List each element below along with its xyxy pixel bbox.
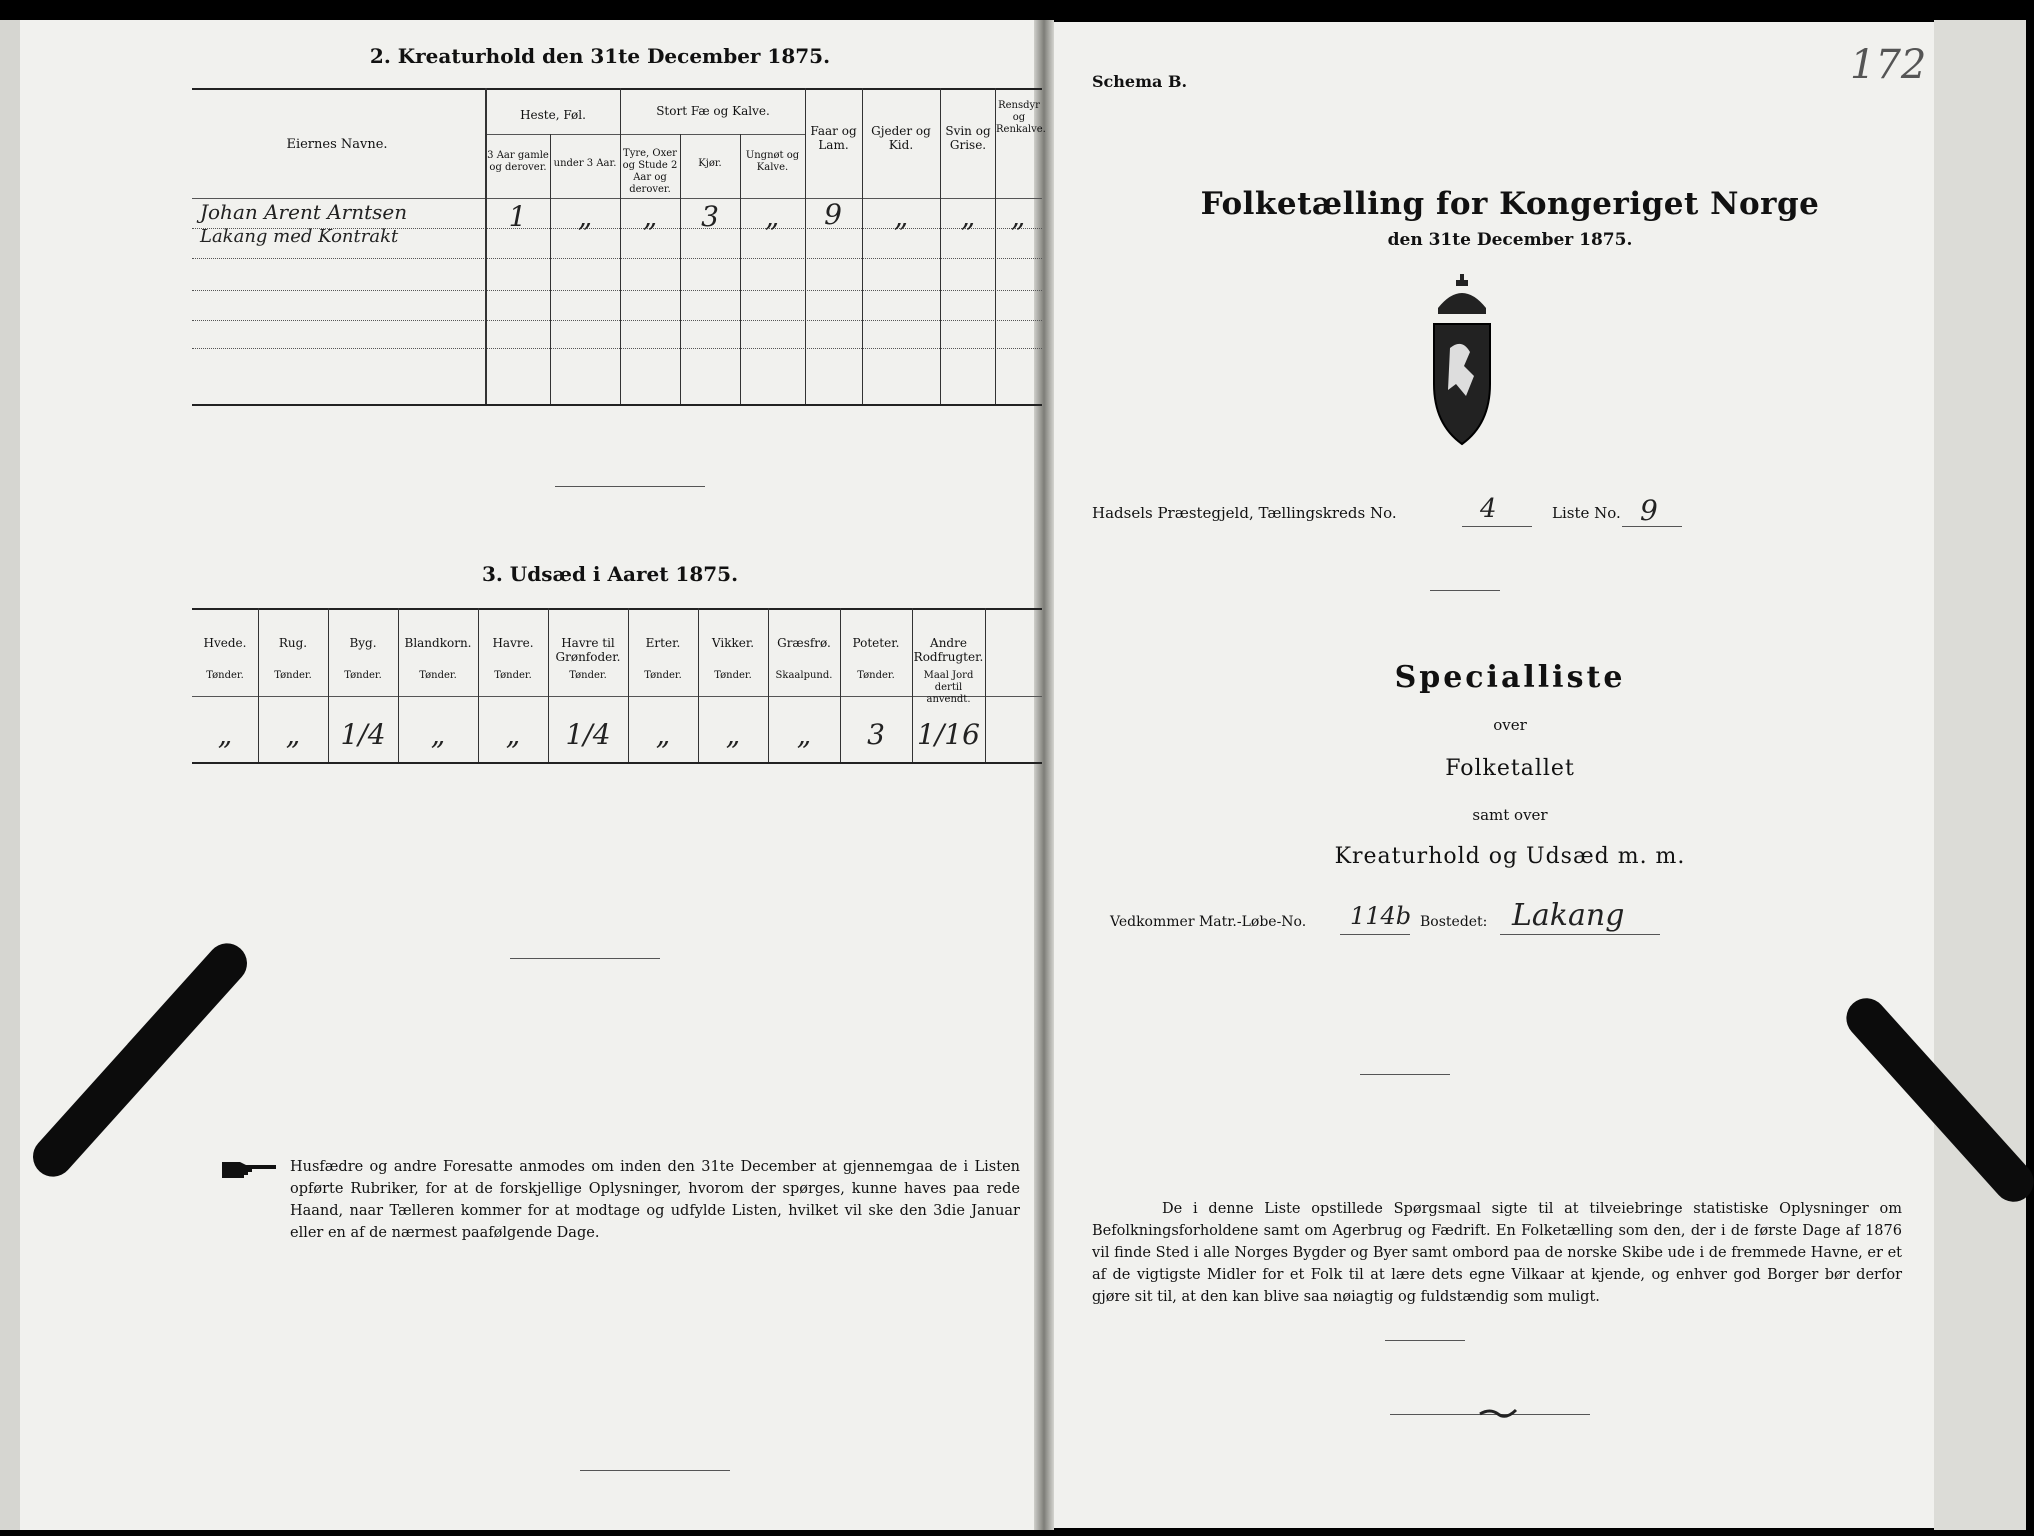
table3-value: 1/16 [917, 718, 980, 751]
value-cows: 3 [701, 200, 719, 233]
samt-over: samt over [1472, 806, 1548, 824]
ornament-icon [1478, 1404, 1518, 1420]
value-sheep: 9 [824, 198, 842, 231]
value-oxen: „ [642, 200, 658, 233]
notice-text: Husfædre og andre Foresatte anmodes om inden den 31te December at gjennemgaa de i Listen opførte Rubriker, for at de forskjellige Oplysninger, hvorom der spørges, kunne haves paa rede Haand, naar Tælleren kommer for at modtage og udfylde Listen, hvilket vil ske den 3die Januar eller en af de nærmest paafølgende Dage. [290, 1159, 1020, 1241]
table3-col-rule [985, 608, 986, 762]
bosted-label: Bostedet: [1420, 914, 1488, 930]
header-horses-under3: under 3 Aar. [553, 158, 617, 169]
matr-label: Vedkommer Matr.-Løbe-No. [1110, 914, 1307, 930]
table2-top-rule [192, 88, 1042, 90]
table3-header-unit: Maal Jord dertil anvendt. [923, 670, 974, 705]
table2-row-rule [192, 348, 1042, 349]
fill-line [1622, 526, 1682, 527]
info-paragraph: De i denne Liste opstillede Spørgsmaal sigte til at tilveiebringe statistiske Oplysninger om Befolkningsforholdene samt om Agerbrug og Fædrift. En Folketælling som den, der i de første Dage af 1876 vil finde Sted i alle Norges Bygder og Byer samt ombord paa de norske Skibe ude i de fremmede Havne, er et af de vigtigste Midler for et Folk til at lære dets egne Vilkaar at kjende, og enhver god Borger bør derfor gjøre sit til, at den kan blive saa nøiagtig og fuldstændig som muligt. [1092, 1201, 1902, 1305]
section2-title: 2. Kreaturhold den 31te December 1875. [369, 44, 831, 68]
book-gutter [1034, 20, 1054, 1530]
header-sheep: Faar og Lam. [810, 124, 857, 152]
divider [1360, 1074, 1450, 1075]
main-title: Folketælling for Kongeriget Norge [1200, 186, 1820, 222]
table3-value: „ [725, 718, 741, 751]
schema-label: Schema B. [1092, 72, 1188, 91]
table3-top-rule [192, 608, 1042, 610]
table3-value: 1/4 [565, 718, 611, 751]
table3-header-name: Rug. [278, 636, 308, 650]
table3-header-name: Hvede. [203, 636, 247, 650]
over-1: over [1493, 716, 1527, 734]
table2-col-rule [680, 134, 681, 404]
table3-header-unit: Tønder. [344, 670, 382, 681]
table3-header-name: Blandkorn. [404, 636, 472, 650]
right-book-edge [1934, 20, 2026, 1530]
table3-header-unit: Tønder. [857, 670, 895, 681]
table2-col-rule [485, 88, 487, 404]
divider [555, 486, 705, 487]
folketallet: Folketallet [1445, 756, 1575, 781]
table3-header-unit: Tønder. [569, 670, 607, 681]
divider [1430, 590, 1500, 591]
fill-line [1462, 526, 1532, 527]
header-oxen: Tyre, Oxer og Stude 2 Aar og derover. [622, 148, 678, 195]
parish-label: Hadsels Præstegjeld, Tællingskreds No. [1092, 504, 1397, 522]
table2-row-rule [192, 290, 1042, 291]
table3-bottom-rule [192, 762, 1042, 764]
table3-header-name: Erter. [645, 636, 681, 650]
table3-value: „ [217, 718, 233, 751]
table2-subheader-rule [620, 134, 805, 135]
divider [510, 958, 660, 959]
pointing-hand-icon [220, 1158, 280, 1180]
table2-col-rule [620, 88, 621, 404]
table3-value: „ [655, 718, 671, 751]
header-horses: Heste, Føl. [520, 108, 586, 122]
table3-value: „ [430, 718, 446, 751]
owner-name-line1: Johan Arent Arntsen [200, 200, 408, 224]
table3-header-unit: Skaalpund. [775, 670, 833, 681]
table3-header-unit: Tønder. [206, 670, 244, 681]
value-horses-3plus: 1 [508, 200, 527, 233]
table3-header-name: Havre. [492, 636, 534, 650]
value-goats: „ [893, 200, 909, 233]
list-label: Liste No. [1552, 504, 1621, 522]
table3-value: „ [796, 718, 812, 751]
table3-header-name: Byg. [349, 636, 377, 650]
bosted-value: Lakang [1512, 898, 1625, 933]
table3-header-unit: Tønder. [419, 670, 457, 681]
table3-header-name: Græsfrø. [777, 636, 831, 650]
table3-header-name: Poteter. [852, 636, 900, 650]
divider [580, 1470, 730, 1471]
district-number: 4 [1480, 494, 1497, 524]
table3-header-name: Andre Rodfrugter. [913, 636, 984, 664]
fill-line [1500, 934, 1660, 935]
value-young: „ [764, 200, 780, 233]
table3-value: „ [505, 718, 521, 751]
header-owner: Eiernes Navne. [286, 137, 388, 152]
table3-value: 3 [867, 718, 885, 751]
fill-line [1340, 934, 1410, 935]
header-reindeer: Rensdyr og Renkalve. [996, 100, 1046, 135]
table3-value: 1/4 [340, 718, 386, 751]
header-horses-3plus: 3 Aar gamle og derover. [487, 150, 549, 173]
table2-header-rule [192, 198, 1042, 199]
table3-header-name: Havre til Grønfoder. [555, 636, 621, 664]
header-goats: Gjeder og Kid. [871, 124, 931, 152]
table2-row-rule [192, 258, 1042, 259]
main-date: den 31te December 1875. [1387, 230, 1633, 250]
matr-value: 114b [1350, 902, 1412, 930]
table3-header-name: Vikker. [711, 636, 755, 650]
value-pigs: „ [960, 200, 976, 233]
table2-row-rule [192, 320, 1042, 321]
owner-name-line2: Lakang med Kontrakt [200, 226, 399, 247]
coat-of-arms-icon [1430, 268, 1494, 454]
table3-header-unit: Tønder. [274, 670, 312, 681]
page-number: 172 [1850, 42, 1927, 88]
special-title: Specialliste [1394, 660, 1626, 695]
table2-bottom-rule [192, 404, 1042, 406]
left-page [20, 20, 1044, 1530]
table2-col-rule [740, 134, 741, 404]
table3-header-unit: Tønder. [714, 670, 752, 681]
list-number: 9 [1640, 494, 1658, 527]
table2-col-rule [550, 134, 551, 404]
value-horses-under3: „ [577, 200, 593, 233]
kreaturhold-title: Kreaturhold og Udsæd m. m. [1334, 844, 1686, 869]
value-reindeer: „ [1010, 200, 1026, 233]
header-cattle: Stort Fæ og Kalve. [656, 104, 770, 118]
header-cows: Kjør. [698, 158, 722, 169]
divider [1385, 1340, 1465, 1341]
table3-value: „ [285, 718, 301, 751]
table3-header-unit: Tønder. [494, 670, 532, 681]
table3-header-unit: Tønder. [644, 670, 682, 681]
header-young: Ungnøt og Kalve. [745, 150, 800, 173]
section3-title: 3. Udsæd i Aaret 1875. [481, 562, 739, 586]
header-pigs: Svin og Grise. [945, 124, 991, 152]
table2-subheader-rule [485, 134, 620, 135]
